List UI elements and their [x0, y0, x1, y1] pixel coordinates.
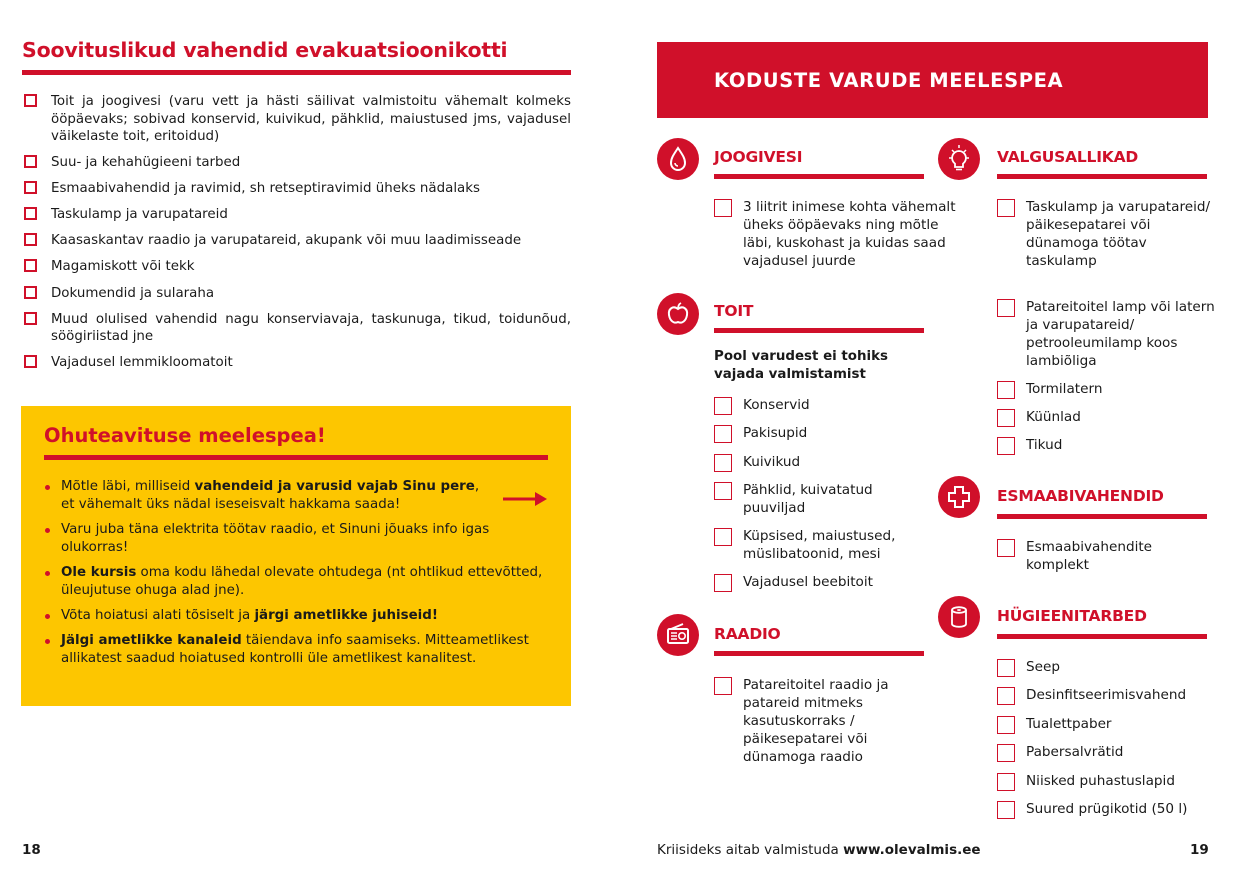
left-page-title: Soovituslikud vahendid evakuatsioonikotti [22, 38, 508, 62]
list-item: Tualettpaber [997, 715, 1226, 733]
list-item: Suu- ja kehahügieeni tarbed [22, 154, 571, 172]
page-number-right: 19 [1190, 842, 1209, 858]
radio-icon [657, 614, 699, 656]
checkbox[interactable] [24, 355, 37, 368]
checkbox[interactable] [24, 312, 37, 325]
section-title-joogivesi: JOOGIVESI [714, 148, 803, 166]
banner-title: KODUSTE VARUDE MEELESPEA [714, 69, 1064, 92]
section-underline [997, 634, 1207, 639]
list-item: Magamiskott või tekk [22, 258, 571, 276]
list-item: Tormilatern [997, 380, 1226, 398]
apple-icon [657, 293, 699, 335]
checkbox[interactable] [997, 539, 1015, 557]
list-item: Patareitoitel lamp või latern ja varupatareid/ petrooleumilamp koos lambiõliga [997, 298, 1226, 370]
checkbox[interactable] [24, 155, 37, 168]
checkbox[interactable] [24, 94, 37, 107]
checkbox[interactable] [714, 482, 732, 500]
list-item: Konservid [714, 396, 953, 414]
list-item: Seep [997, 658, 1226, 676]
light-bulb-icon [938, 138, 980, 180]
checkbox[interactable] [714, 528, 732, 546]
bullet-item: Ole kursis oma kodu lähedal olevate ohtudega (nt ohtlikud ettevõtted, üleujutuse ohuga alad jne). [44, 564, 544, 600]
footer-text: Kriisideks aitab valmistuda www.olevalmis.ee [657, 842, 981, 858]
checkbox[interactable] [24, 286, 37, 299]
list-item: Taskulamp ja varupatareid [22, 206, 571, 224]
list-item: Dokumendid ja sularaha [22, 285, 571, 303]
checkbox[interactable] [714, 677, 732, 695]
section-title-raadio: RAADIO [714, 625, 781, 643]
bullet-item: Jälgi ametlikke kanaleid täiendava info saamiseks. Mitteametlikest allikatest saadud hoiatused kontrolli üle ametlikest kanalitest. [44, 632, 544, 668]
section-underline [997, 514, 1207, 519]
section-underline [714, 328, 924, 333]
checkbox[interactable] [24, 233, 37, 246]
section-underline [714, 651, 924, 656]
checkbox[interactable] [997, 409, 1015, 427]
checkbox[interactable] [997, 744, 1015, 762]
section-underline [714, 174, 924, 179]
list-item: Kuivikud [714, 453, 953, 471]
bullet-item: Võta hoiatusi alati tõsiselt ja järgi ametlikke juhiseid! [44, 607, 544, 625]
list-item: Taskulamp ja varupatareid/ päikesepatarei või dünamoga töötav taskulamp [997, 198, 1211, 270]
checkbox[interactable] [997, 437, 1015, 455]
list-item: Küpsised, maiustused, müslibatoonid, mesi [714, 527, 943, 563]
checkbox[interactable] [24, 207, 37, 220]
checkbox[interactable] [997, 687, 1015, 705]
page-number-left: 18 [22, 842, 41, 858]
bullet-item: Mõtle läbi, milliseid vahendeid ja varusid vajab Sinu pere, et vähemalt üks nädal iseseisvalt hakkama saada! [44, 478, 544, 514]
checkbox[interactable] [24, 259, 37, 272]
checkbox[interactable] [714, 574, 732, 592]
list-item: Pabersalvrätid [997, 743, 1226, 761]
list-item: Esmaabivahendite komplekt [997, 538, 1196, 574]
first-aid-cross-icon [938, 476, 980, 518]
list-item: Tikud [997, 436, 1226, 454]
list-item: Kaasaskantav raadio ja varupatareid, akupank või muu laadimisseade [22, 232, 571, 250]
safety-reminder-title: Ohuteavituse meelespea! [44, 424, 326, 447]
section-title-valgusallikad: VALGUSALLIKAD [997, 148, 1139, 166]
section-title-hygieenitarbed: HÜGIEENITARBED [997, 607, 1147, 625]
list-item: Patareitoitel raadio ja patareid mitmeks kasutuskorraks / päikesepatarei või dünamoga raadio [714, 676, 933, 766]
list-item: 3 liitrit inimese kohta vähemalt üheks ööpäevaks ning mõtle läbi, kuskohast ja kuidas saad vajadusel juurde [714, 198, 968, 270]
toilet-roll-icon [938, 596, 980, 638]
checkbox[interactable] [997, 299, 1015, 317]
list-item: Esmaabivahendid ja ravimid, sh retseptiravimid üheks nädalaks [22, 180, 571, 198]
checkbox[interactable] [997, 659, 1015, 677]
checkbox[interactable] [714, 397, 732, 415]
safety-title-underline [44, 455, 548, 460]
title-underline [22, 70, 571, 75]
safety-bullet-list [44, 478, 544, 675]
bullet-item: Varu juba täna elektrita töötav raadio, et Sinuni jõuaks info igas olukorras! [44, 521, 544, 557]
list-item: Desinfitseerimisvahend [997, 686, 1226, 704]
checkbox[interactable] [997, 716, 1015, 734]
checkbox[interactable] [997, 381, 1015, 399]
list-item: Muud olulised vahendid nagu konserviavaja, taskunuga, tikud, toidunõud, söögiriistad jne [22, 311, 571, 346]
list-item: Vajadusel beebitoit [714, 573, 953, 591]
evacuation-bag-checklist [22, 93, 571, 380]
list-item: Niisked puhastuslapid [997, 772, 1226, 790]
checkbox[interactable] [997, 801, 1015, 819]
section-title-esmaabivahendid: ESMAABIVAHENDID [997, 487, 1164, 505]
food-note: Pool varudest ei tohiks vajada valmistamist [714, 349, 888, 382]
section-title-toit: TOIT [714, 302, 754, 320]
section-underline [997, 174, 1207, 179]
list-item: Toit ja joogivesi (varu vett ja hästi säilivat valmistoitu vähemalt kolmeks ööpäevaks; sobivad konservid, kuivikud, pähklid, maiustused jms, vajadusel väikelaste toit, eritoidud) [22, 93, 571, 146]
checkbox[interactable] [714, 454, 732, 472]
list-item: Suured prügikotid (50 l) [997, 800, 1236, 818]
arrow-right-icon [503, 492, 547, 506]
list-item: Pähklid, kuivatatud puuviljad [714, 481, 933, 517]
water-drop-icon [657, 138, 699, 180]
checkbox[interactable] [997, 199, 1015, 217]
checkbox[interactable] [714, 425, 732, 443]
checkbox[interactable] [24, 181, 37, 194]
list-item: Vajadusel lemmikloomatoit [22, 354, 571, 372]
website-link[interactable]: www.olevalmis.ee [843, 842, 981, 858]
checkbox[interactable] [714, 199, 732, 217]
checkbox[interactable] [997, 773, 1015, 791]
list-item: Küünlad [997, 408, 1226, 426]
list-item: Pakisupid [714, 424, 953, 442]
